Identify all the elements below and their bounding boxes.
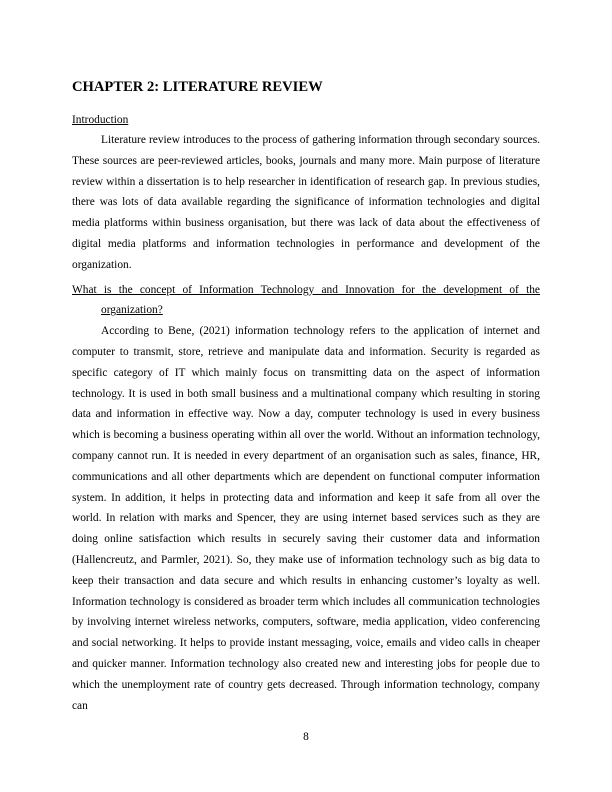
page-number: 8 [303, 731, 309, 743]
section-heading-introduction: Introduction [72, 114, 129, 126]
chapter-title: CHAPTER 2: LITERATURE REVIEW [72, 79, 323, 95]
question-heading: What is the concept of Information Technology and Innovation for the development of the organization? [72, 283, 540, 317]
body-paragraph: According to Bene, (2021) information technology refers to the application of internet and computer to transmit, store, retrieve and manipulate data and information. Security is regarded as specific category of IT which mainly focus on transmitting data on the aspect of information technology. It is used in both small business and a multinational company which resulting in storing data and information in effective way. Now a day, computer technology is used in every business which is becoming a business operating within all over the world. Without an information technology, company cannot run. It is needed in every department of an organisation such as sales, finance, HR, communications and all other departments which are dependent on functional computer information system. In addition, it helps in protecting data and information and keep it safe from all over the world. In relation with marks and Spencer, they are using internet based services such as they are doing online satisfaction which results in securely saving their customer data and information (Hallencreutz, and Parmler, 2021). So, they make use of information technology such as big data to keep their transaction and data secure and which results in enhancing customer’s loyalty as well. Information technology is considered as broader term which includes all communication technologies by involving internet wireless networks, computers, software, media application, video conferencing and social networking. It helps to provide instant messaging, voice, emails and video calls in cheaper and quicker manner. Information technology also created new and interesting jobs for people due to which the unemployment rate of country gets decreased. Through information technology, company can [72, 325, 540, 712]
intro-paragraph: Literature review introduces to the process of gathering information through secondary sources. These sources are peer-reviewed articles, books, journals and many more. Main purpose of literature review within a dissertation is to help researcher in identification of research gap. In previous studies, there was lots of data available regarding the significance of information technologies and digital media platforms within business organisation, but there was lack of data about the effectiveness of digital media platforms and information technologies in performance and development of the organization. [72, 134, 540, 271]
page-content [72, 78, 540, 716]
